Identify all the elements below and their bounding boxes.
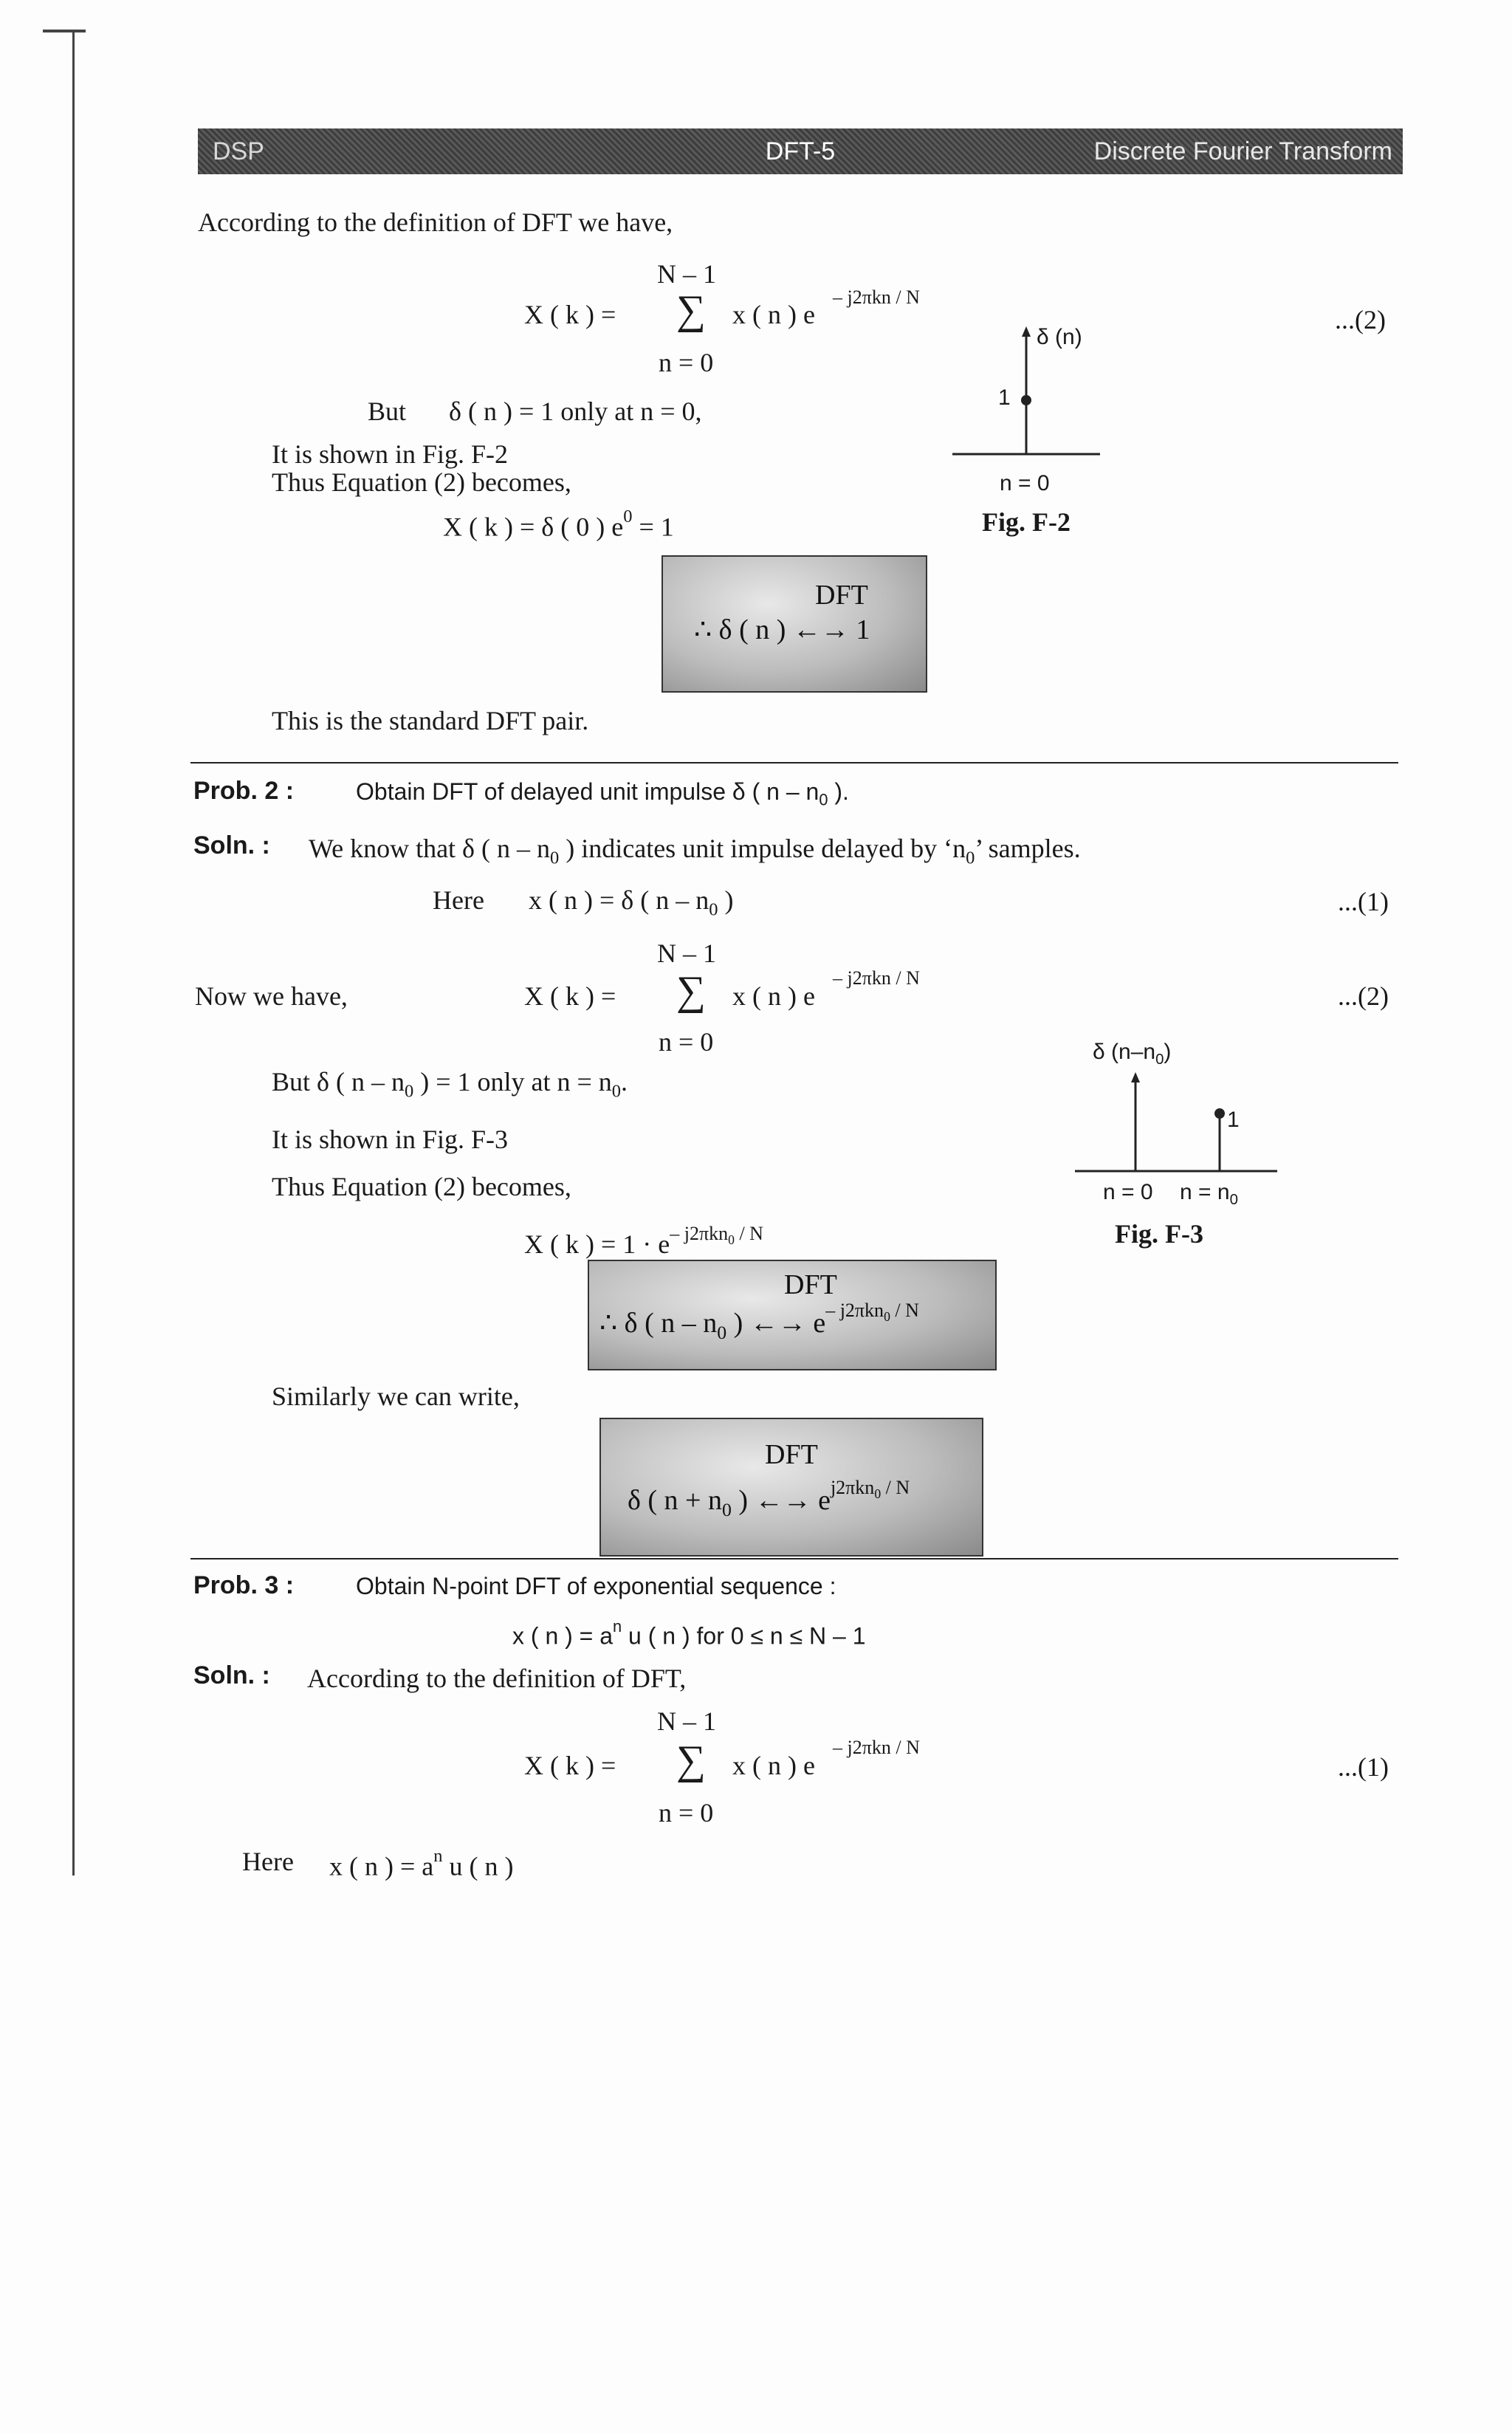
prob2-box2-exp-sub: 0 — [874, 1486, 882, 1502]
prob3-question: Obtain N-point DFT of exponential sequence : — [356, 1573, 836, 1599]
eq-lhs: X ( k ) = — [524, 300, 616, 329]
prob2-eq-term: x ( n ) e — [732, 981, 815, 1011]
prob2-dft-box-2 — [599, 1418, 983, 1557]
prob2-but-text — [272, 1066, 628, 1102]
prob3-soln-label: Soln. : — [193, 1661, 270, 1689]
fig-f2-xlabel: n = 0 — [1000, 471, 1050, 495]
fig-f2-value: 1 — [998, 385, 1011, 410]
section-divider-2 — [190, 1558, 1398, 1559]
prob3-eq-exponent: – j2πkn / N — [833, 1737, 920, 1758]
prob2-eq-lhs: X ( k ) = — [524, 981, 616, 1011]
prob2-result-a: X ( k ) = 1 · e — [524, 1229, 670, 1260]
page-header — [198, 128, 1403, 174]
prob3-here-b: u ( n ) — [442, 1851, 514, 1881]
prob2-soln-c: ’ samples. — [975, 834, 1081, 863]
prob3-soln-text: According to the definition of DFT, — [307, 1664, 687, 1693]
fig-f3-x0-label: n = 0 — [1103, 1180, 1153, 1204]
prob2-box2-dft-label: DFT — [765, 1439, 818, 1470]
prob2-soln-sub2: 0 — [966, 848, 975, 868]
prob2-result-eq — [524, 1223, 763, 1260]
prob2-similarly-text: Similarly we can write, — [272, 1382, 520, 1411]
prob2-but-sub: 0 — [404, 1081, 414, 1102]
prob2-shown-text: It is shown in Fig. F-3 — [272, 1125, 509, 1154]
prob3-seq-a: x ( n ) = a — [512, 1622, 614, 1650]
shown-text: It is shown in Fig. F-2 — [272, 439, 509, 469]
prob2-box1-sub: 0 — [717, 1321, 727, 1343]
prob2-now-text: Now we have, — [195, 981, 348, 1011]
prob3-sigma: ∑ — [676, 1737, 706, 1783]
fig-f3-caption: Fig. F-3 — [1115, 1219, 1203, 1249]
intro-text: According to the definition of DFT we have, — [198, 207, 673, 237]
prob2-box2-sub: 0 — [722, 1498, 732, 1520]
prob3-sum-lower: n = 0 — [659, 1798, 714, 1828]
prob2-here-b: ) — [718, 885, 734, 915]
prob2-sigma: ∑ — [676, 968, 706, 1014]
prob2-result-exp-a: – j2πkn — [670, 1223, 729, 1244]
but-label: But — [368, 397, 407, 426]
sigma-symbol: ∑ — [676, 287, 706, 333]
prob2-here-eq — [529, 885, 733, 921]
prob2-here-label: Here — [433, 885, 484, 915]
fig-f2-caption: Fig. F-2 — [982, 507, 1071, 537]
section-divider — [190, 762, 1398, 763]
prob2-box1-b: ) ←→ e — [726, 1307, 826, 1339]
fig-f3-x1-a: n = n — [1180, 1180, 1230, 1204]
fig-f3-sample-dot — [1214, 1108, 1225, 1119]
equation-tag: ...(2) — [1335, 305, 1386, 334]
prob3-sum-upper: N – 1 — [657, 1706, 716, 1736]
box-dft-pair: ∴ δ ( n ) ←→ 1 — [694, 614, 870, 645]
header-page-number: DFT-5 — [765, 137, 836, 165]
prob2-box2-b: ) ←→ e — [731, 1484, 831, 1516]
prob3-sequence — [512, 1617, 866, 1650]
fig-f3-ylabel-b: ) — [1164, 1040, 1172, 1064]
fig-f2-ylabel: δ (n) — [1037, 325, 1082, 349]
prob2-label: Prob. 2 : — [193, 777, 295, 805]
prob3-here-label: Here — [242, 1847, 294, 1876]
prob2-sum-lower: n = 0 — [659, 1027, 714, 1057]
fig-f3-x1-label — [1180, 1180, 1238, 1209]
result-eq — [443, 507, 674, 542]
prob2-question-b: ). — [828, 778, 849, 805]
prob3-seq-sup: n — [613, 1617, 622, 1636]
but-text: δ ( n ) = 1 only at n = 0, — [449, 397, 702, 426]
standard-pair-text: This is the standard DFT pair. — [272, 706, 589, 735]
prob3-seq-b: u ( n ) for 0 ≤ n ≤ N – 1 — [622, 1622, 866, 1650]
prob2-box2-exp-a: j2πkn — [830, 1477, 875, 1498]
prob2-box1-exp-b: / N — [890, 1300, 919, 1321]
dft-pair-box — [662, 555, 927, 693]
fig-f2-sample-dot — [1021, 395, 1031, 405]
prob2-box2-a: δ ( n + n — [628, 1484, 722, 1516]
fig-f3-x1-sub: 0 — [1229, 1192, 1238, 1209]
prob2-box1-dft-label: DFT — [784, 1269, 837, 1300]
binding-mark — [43, 30, 86, 32]
prob2-tag2: ...(2) — [1338, 981, 1389, 1011]
prob2-tag1: ...(1) — [1338, 887, 1389, 916]
prob3-here-sup: n — [433, 1846, 443, 1866]
prob2-soln-label: Soln. : — [193, 831, 270, 859]
result-eq-sup: 0 — [623, 507, 633, 526]
prob2-soln-text — [309, 833, 1081, 869]
fig-f3-stem-plot — [1069, 1063, 1283, 1174]
fig-f3-value: 1 — [1227, 1108, 1240, 1132]
prob2-but-b: ) = 1 only at n = n — [413, 1067, 612, 1097]
prob2-but-a: But δ ( n – n — [272, 1067, 405, 1097]
thus-text: Thus Equation (2) becomes, — [272, 467, 571, 497]
prob2-box2-exp-b: / N — [881, 1477, 910, 1498]
prob2-eq-exponent: – j2πkn / N — [833, 967, 920, 989]
prob2-box1-exp-sub: 0 — [884, 1309, 890, 1325]
fig-f2-stem-plot — [945, 318, 1115, 465]
eq-term: x ( n ) e — [732, 300, 815, 329]
fig-f3-ylabel-a: δ (n–n — [1093, 1040, 1156, 1064]
header-left: DSP — [213, 137, 264, 165]
prob2-but-c: . — [621, 1067, 628, 1097]
prob2-soln-a: We know that δ ( n – n — [309, 834, 551, 863]
prob2-result-exp-b: / N — [734, 1223, 763, 1244]
prob2-box1-a: ∴ δ ( n – n — [599, 1307, 718, 1339]
box-dft-label: DFT — [815, 580, 868, 611]
prob3-label: Prob. 3 : — [193, 1571, 295, 1599]
prob2-thus-text: Thus Equation (2) becomes, — [272, 1172, 571, 1201]
prob3-eq-term: x ( n ) e — [732, 1751, 815, 1780]
prob2-box1-exp-a: – j2πkn — [825, 1300, 884, 1321]
fig-f3-arrowhead — [1131, 1072, 1140, 1082]
prob2-question-a: Obtain DFT of delayed unit impulse δ ( n – n — [356, 778, 819, 805]
fig-f3-ylabel-sub: 0 — [1155, 1051, 1164, 1068]
prob2-sum-upper: N – 1 — [657, 938, 716, 968]
prob2-box2-pair — [628, 1477, 910, 1521]
fig-f2-arrowhead — [1022, 326, 1031, 337]
prob3-tag: ...(1) — [1338, 1752, 1389, 1782]
prob2-but-sub2: 0 — [611, 1081, 622, 1102]
sum-lower-limit: n = 0 — [659, 348, 714, 377]
result-eq-a: X ( k ) = δ ( 0 ) e — [443, 512, 624, 542]
binding-line — [72, 30, 75, 1876]
header-title: Discrete Fourier Transform — [1093, 137, 1392, 165]
prob3-eq-lhs: X ( k ) = — [524, 1751, 616, 1780]
prob2-soln-b: ) indicates unit impulse delayed by ‘n — [559, 834, 966, 863]
prob2-here-a: x ( n ) = δ ( n – n — [529, 885, 709, 915]
prob2-soln-sub: 0 — [550, 848, 560, 868]
prob3-here-a: x ( n ) = a — [329, 1851, 434, 1881]
prob2-here-sub: 0 — [709, 899, 718, 920]
result-eq-b: = 1 — [632, 512, 674, 542]
sum-upper-limit: N – 1 — [657, 259, 716, 289]
prob2-box1-pair — [599, 1300, 919, 1344]
prob2-result-exp-sub: 0 — [728, 1232, 735, 1248]
prob2-question-sub: 0 — [819, 790, 828, 809]
prob2-dft-box-1 — [588, 1260, 997, 1370]
prob3-here-eq — [329, 1846, 513, 1881]
prob2-question — [356, 778, 849, 810]
eq-exponent: – j2πkn / N — [833, 286, 920, 308]
